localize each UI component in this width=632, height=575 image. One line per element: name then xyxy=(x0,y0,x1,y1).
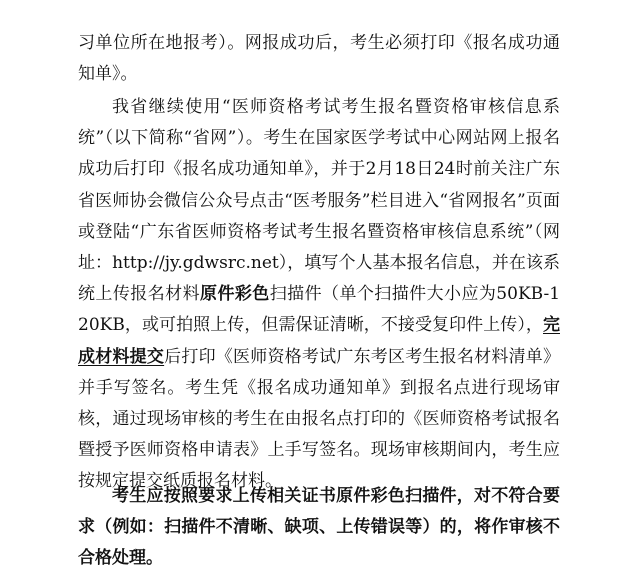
paragraph-text: 我省继续使用“医师资格考试考生报名暨资格审核信息系统”（以下简称“省网”）。考生在国家医学考试中心网站网上报名成功后打印《报名成功通知单》，并于2月18日24时前关注广东省医师协会微信公众号点击“医考服务”栏目进入“省网报名”页面或登陆“广东省医师资格考试考生报名暨资格审核信息系统”（网址：http://jy.gdwsrc.net），填写个人基本报名信息，并在该系统上传报名材料 xyxy=(78,97,560,305)
paragraph-text: 扫描件（单个扫描件大小应为50KB-120KB，或可拍照上传，但需保证清晰，不接受复印件上传）， xyxy=(78,284,561,336)
paragraph-registration-success: 习单位所在地报考）。网报成功后，考生必须打印《报名成功通知单》。 xyxy=(78,33,560,85)
emphasis-original-color: 原件彩色 xyxy=(200,284,270,305)
paragraph-upload-requirement: 考生应按照要求上传相关证书原件彩色扫描件，对不符合要求（例如：扫描件不清晰、缺项、上传错误等）的，将作审核不合格处理。 xyxy=(78,486,560,569)
paragraph-text: 后打印《医师资格考试广东考区考生报名材料清单》并手写签名。考生凭《报名成功通知单》到报名点进行现场审核，通过现场审核的考生在由报名点打印的《医师资格考试报名暨授予医师资格申请表》上手写签名。现场审核期间内，考生应按规定提交纸质报名材料。 xyxy=(78,346,561,492)
emphasis-complete-submission: 完成材料提交 xyxy=(78,315,560,367)
paragraph-provincial-system xyxy=(78,92,560,498)
